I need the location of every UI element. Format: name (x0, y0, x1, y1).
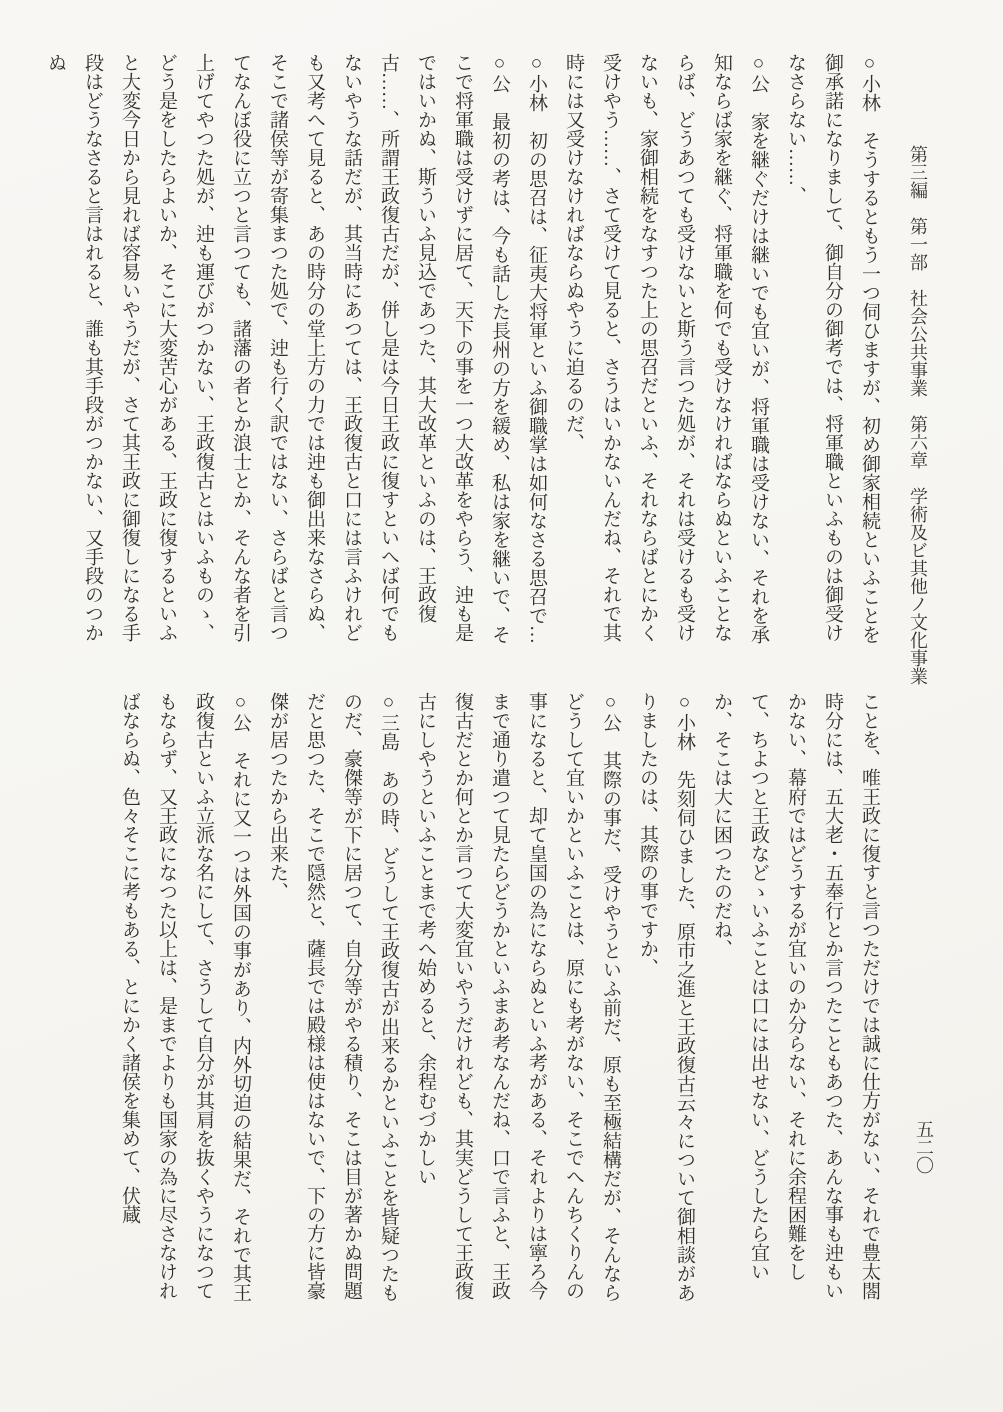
text-block-bottom (74, 692, 888, 1307)
paragraph-kobayashi-1: ○小林 そうするともう一つ伺ひますが、初め御家相続といふことを御承諾になりまして、御自分の御考では、将軍職といふものは御受けなさらない……、 (785, 53, 880, 644)
paragraph-ko-2: ○公 最初の考は、今も話した長州の方を緩め、私は家を継いで、そこで将軍職は受けずに居て、天下の事を一つ大改革をやらう、迚も是ではいかぬ、斯ういふ見込であつた、其大改革といふのは、王政復古……、所謂王政復古だが、併し是は今日王政に復すといへば何でもないやうな話だが、其当時にあつては、王政復古と口には言ふけれども又考へて見ると、あの時分の堂上方の力では迚も御出来なさらぬ、そこで諸侯等が寄集まつた処で、迚も行く訳ではない、さらばと言つてなんぼ役に立つと言つても、諸藩の者とか浪士とか、そんな者を引上げてやつた処が、迚も運びがつかない、王政復古とはいふものゝ、どう是をしたらよいか、そこに大変苦心がある、王政に復するといふと大変今日から見れば容易いやうだが、さて其王政に御復しになる手段はどうなさると言はれると、誰も其手段がつかない、又手段のつかぬ (45, 53, 510, 644)
running-header: 第三編 第一部 社会公共事業 第六章 学術及ビ其他ノ文化事業 (908, 145, 928, 685)
paragraph-ko-2-continued: ことを、唯王政に復すと言つただけでは誠に仕方がない、それで豊太閤時分には、五大老・五奉行とか言つたこともあつた、あんな事も迚もいかない、幕府ではどうするが宜いのか分らない、それに余程困難をして、ちよつと王政などゝいふことは口には出せない、どうしたら宜いか、そこは大に困つたのだね、 (711, 692, 880, 1300)
paragraph-ko-1: ○公 家を継ぐだけは継いでも宜いが、将軍職は受けない、それを承知ならば家を継ぐ、将軍職を何でも受けなければならぬといふことならば、どうあつても受けないと斯う言つた処が、それは受けるも受けないも、家御相続をなすつた上の思召だといふ、それならばとにかく受けやう……、さて受けて見ると、さうはいかないんだね、それで其時には又受けなければならぬやうに迫るのだ、 (563, 53, 769, 644)
paragraph-ko-3: ○公 其際の事だ、受けやうといふ前だ、原も至極結構だが、そんならどうして宜いかといふことは、原にも考がない、そこでへんちくりんの事になると、却て皇国の為にならぬといふ考がある、それよりは寧ろ今まで通り遣つて見たらどうかといふまあ考なんだね、口で言ふと、王政復古だとか何とか言つて大変宜いやうだけれども、其実どうして王政復古にしやうといふことまで考へ始めると、余程むづかしい (415, 692, 621, 1302)
paragraph-ko-4: ○公 それに又一つは外国の事があり、内外切迫の結果だ、それで其王政復古といふ立派な名にして、さうして自分が其肩を抜くやうになつてもならず、又王政になつた以上は、是までよりも国家の為に尽さなければならぬ、色々そこに考もある、とにかく諸侯を集めて、伏蔵 (119, 692, 251, 1302)
paragraph-kobayashi-2: ○小林 初の思召は、征夷大将軍といふ御職掌は如何なさる思召で… (526, 53, 547, 644)
paragraph-kobayashi-3: ○小林 先刻伺ひました、原市之進と王政復古云々について御相談がありましたのは、其際の事ですか、 (637, 692, 695, 1302)
text-block-top (45, 53, 888, 651)
paragraph-mishima-1: ○三島 あの時、どうして王政復古が出来るかといふことを皆疑つたものだ、豪傑等が下に居つて、自分等がやる積り、そこは目が著かぬ問題だと思つた、そこで隠然と、薩長では殿様は使はないで、下の方に皆豪傑が居つたから出来た、 (267, 692, 399, 1302)
page-number: 五二〇 (914, 1120, 934, 1174)
